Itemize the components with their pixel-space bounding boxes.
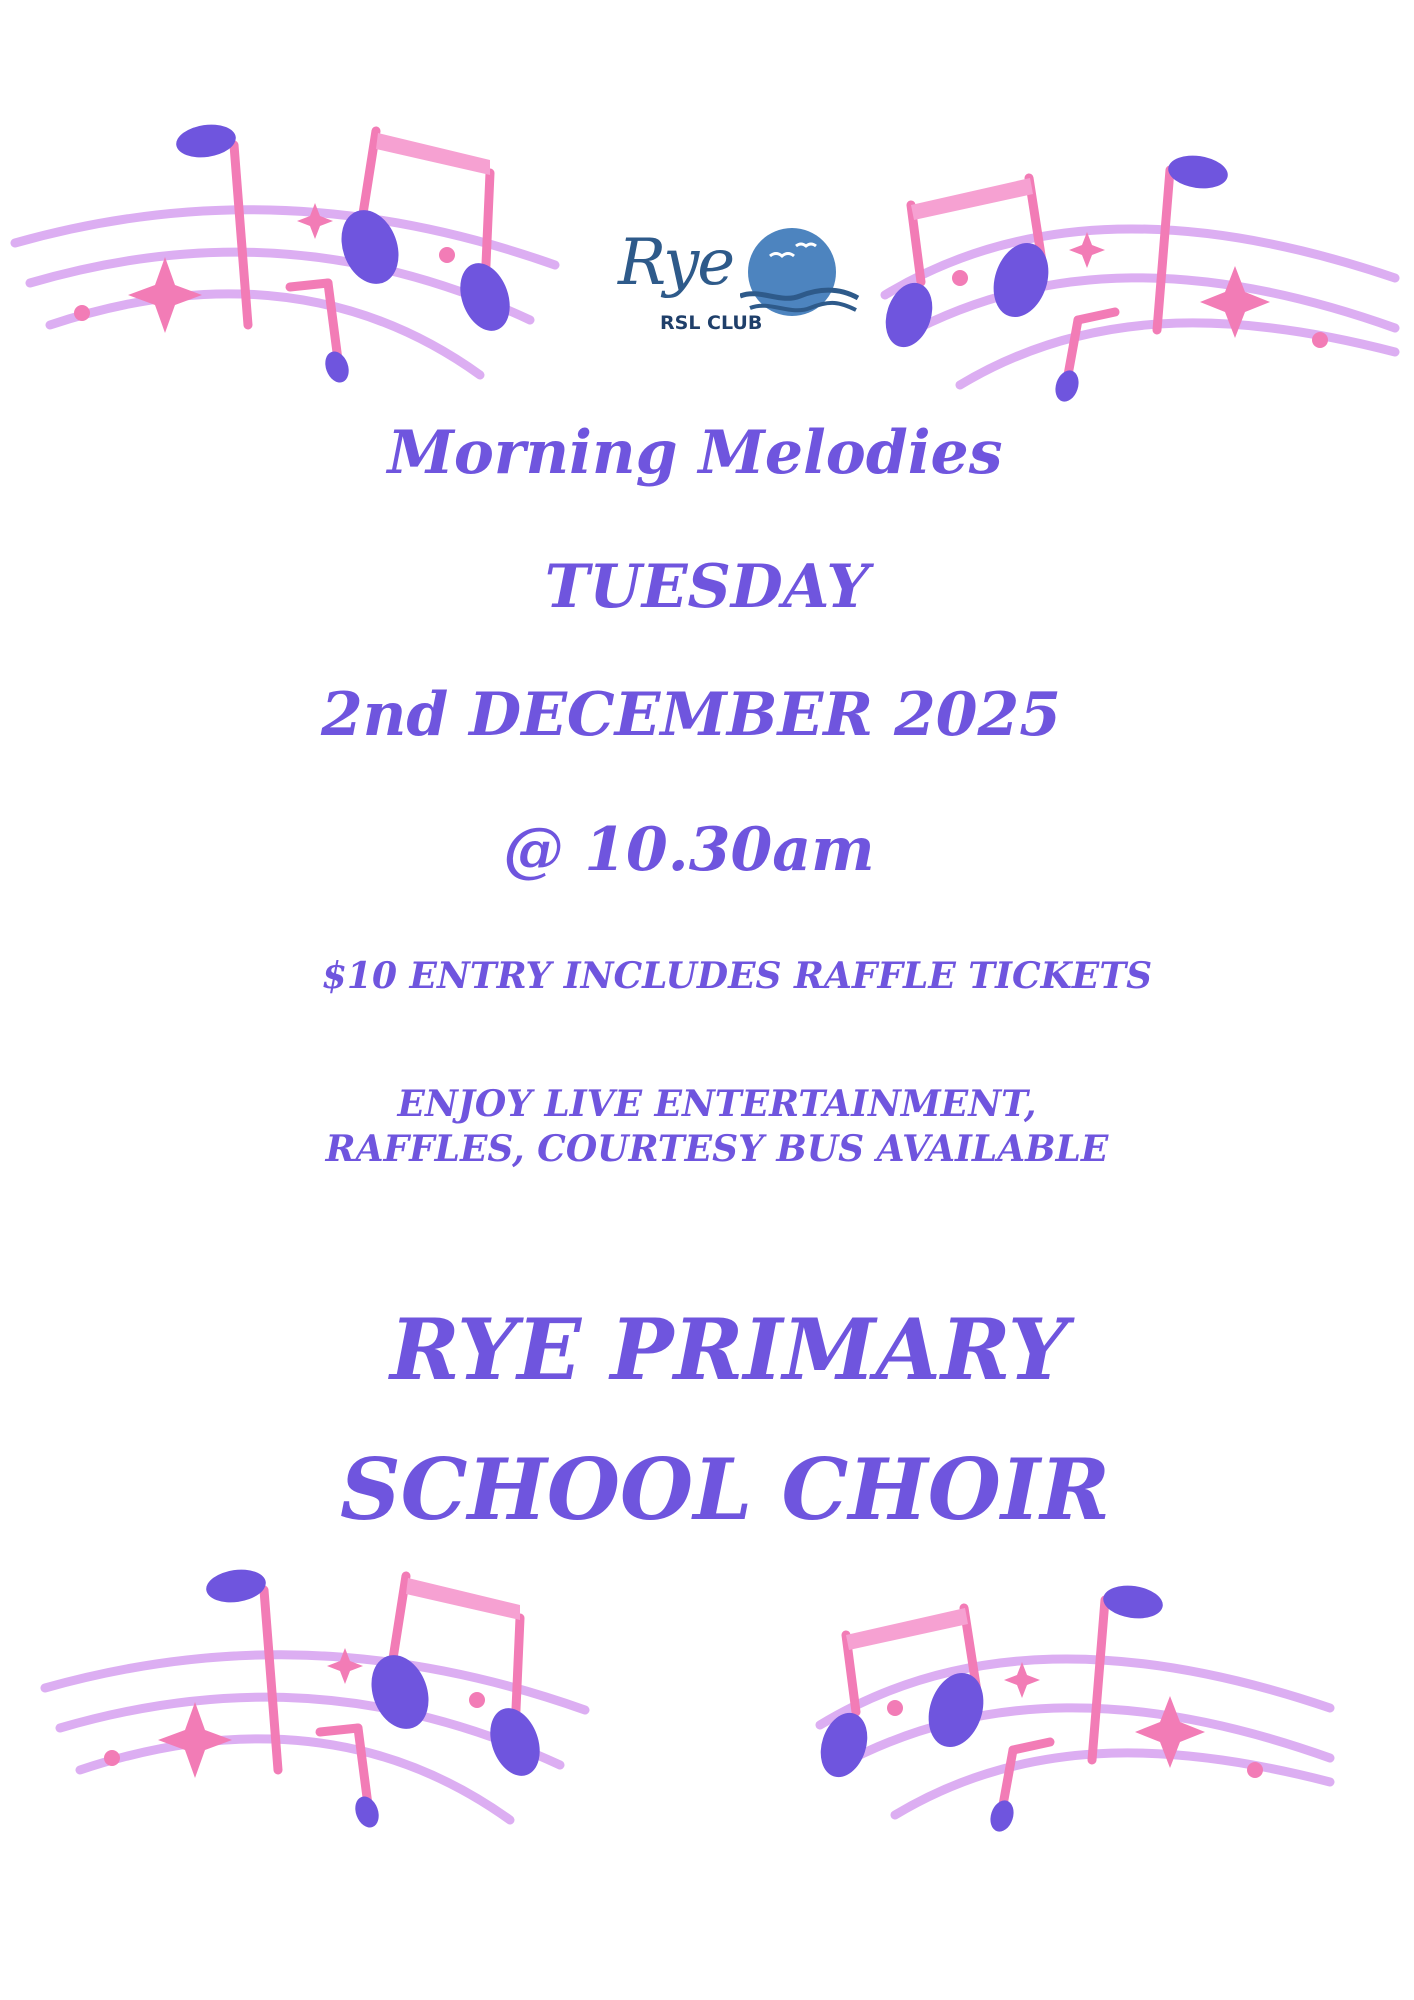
event-date: 2nd DECEMBER 2025 bbox=[320, 680, 1062, 750]
music-notes-icon bbox=[800, 1580, 1340, 1840]
entry-info: $10 ENTRY INCLUDES RAFFLE TICKETS bbox=[321, 955, 1153, 997]
sun-waves-icon bbox=[740, 226, 860, 326]
performer-line-2: SCHOOL CHOIR bbox=[339, 1440, 1111, 1539]
music-notes-icon bbox=[865, 150, 1405, 410]
entertainment-info-line-2: RAFFLES, COURTESY BUS AVAILABLE bbox=[325, 1128, 1109, 1170]
event-title: Morning Melodies bbox=[387, 418, 1003, 488]
entertainment-info-line-1: ENJOY LIVE ENTERTAINMENT, bbox=[397, 1083, 1037, 1125]
event-day: TUESDAY bbox=[544, 552, 870, 622]
event-time: @ 10.30am bbox=[503, 815, 875, 885]
logo-subtitle: RSL CLUB bbox=[660, 312, 763, 334]
rye-rsl-logo bbox=[600, 220, 880, 350]
music-notes-icon bbox=[40, 1560, 600, 1830]
logo-word: Rye bbox=[618, 226, 734, 300]
performer-line-1: RYE PRIMARY bbox=[389, 1300, 1069, 1399]
music-notes-icon bbox=[10, 115, 570, 385]
